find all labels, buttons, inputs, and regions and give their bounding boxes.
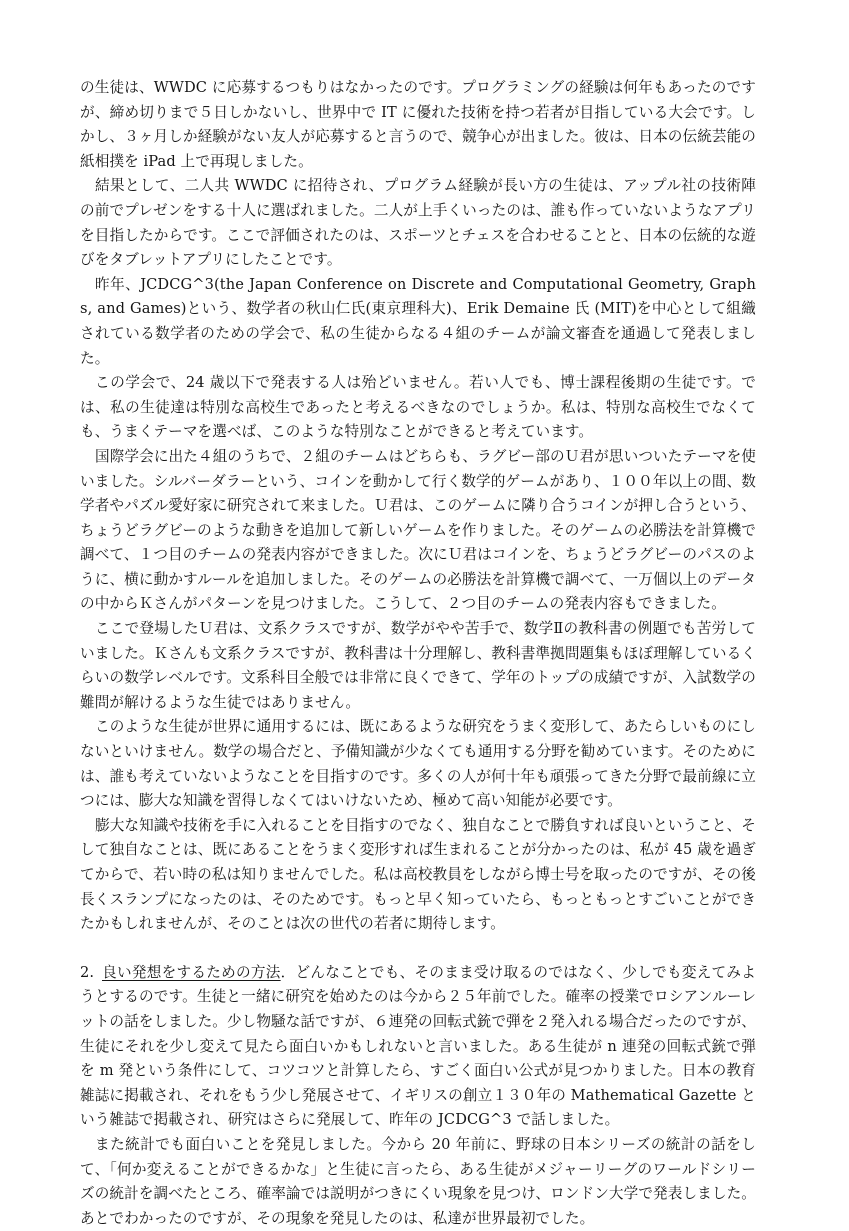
paragraph-student-ability: この学会で、24 歳以下で発表する人は殆どいません。若い人でも、博士課程後期の生徒です。では、私の生徒達は特別な高校生であったと考えるべきなのでしょうか。私は、特別な高校生でなくても、うまくテーマを選べば、このような特別なことができると考えています。 (80, 374, 756, 441)
paragraph-research-approach: このような生徒が世界に通用するには、既にあるような研究をうまく変形して、あたらしいものにしないといけません。数学の場合だと、予備知識が少なくても通用する分野を勧めています。そのためには、誰も考えていないようなことを目指すのです。多くの人が何十年も頑張ってきた分野で最前線に立つには、膨大な知識を習得しなくてはいけないため、極めて高い知能が必要です。 (80, 718, 756, 810)
section-title: 良い発想をするための方法 (102, 963, 281, 981)
section-text: ．どんなことでも、そのまま受け取るのではなく、少しでも変えてみようとするのです。生徒と一緒に研究を始めたのは今から２５年前でした。確率の授業でロシアンルーレットの話をしました。少し物騒な話ですが、６連発の回転式銃で弾を２発入れる場合だったのですが、生徒にそれを少し変えて見たら面白いかもしれないと言いました。ある生徒が n 連発の回転式銃で弾を m 発という条件にして、コツコツと計算したら、すごく面白い公式が見つかりました。日本の教育雑誌に掲載され、それをもう少し発展させて、イギリスの創立１３０年の Mathematical Gazette という雑誌で掲載され、研究はさらに発展して、昨年の JCDCG^3 で話しました。 (80, 963, 756, 1129)
paragraph-jcdcg-conference: 昨年、JCDCG^3(the Japan Conference on Discrete and Computational Geometry, Graphs, and Games)という、数学者の秋山仁氏(東京理科大)、Erik Demaine 氏 (MIT)を中心として組織されている数学者のための学会で、私の生徒からなる４組のチームが論文審査を通過して発表しました。 (80, 275, 756, 367)
article-body (80, 76, 756, 1231)
paragraph-originality: 膨大な知識や技術を手に入れることを目指すのでなく、独自なことで勝負すれば良いということ、そして独自なことは、既にあることをうまく変形すれば生まれることが分かったのは、私が 45 歳を過ぎてからで、若い時の私は知りませんでした。私は高校教員をしながら博士号を取ったのですが、その後長くスランプになったのは、そのためです。もっと早く知っていたら、もっともっとすごいことができたかもしれませんが、そのことは次の世代の若者に期待します。 (80, 816, 756, 933)
paragraph-silver-dollar-game: 国際学会に出た４組のうちで、２組のチームはどちらも、ラグビー部のＵ君が思いついたテーマを使いました。シルバーダラーという、コインを動かして行く数学的ゲームがあり、１００年以上の間、数学者やパズル愛好家に研究されて来ました。Ｕ君は、このゲームに隣り合うコインが押し合うという、ちょうどラグビーのような動きを追加して新しいゲームを作りました。そのゲームの必勝法を計算機で調べて、１つ目のチームの発表内容ができました。次にＵ君はコインを、ちょうどラグビーのパスのように、横に動かすルールを追加しました。そのゲームの必勝法を計算機で調べて、一万個以上のデータの中からＫさんがパターンを見つけました。こうして、２つ目のチームの発表内容もできました。 (80, 447, 756, 613)
paragraph-wwdc-result: 結果として、二人共 WWDC に招待され、プログラム経験が長い方の生徒は、アップル社の技術陣の前でプレゼンをする十人に選ばれました。二人が上手くいったのは、誰も作っていないようなアプリを目指したからです。ここで評価されたのは、スポーツとチェスを合わせることと、日本の伝統的な遊びをタブレットアプリにしたことです。 (80, 177, 756, 269)
section-number: 2. (80, 963, 95, 981)
paragraph-statistics-discovery: また統計でも面白いことを発見しました。今から 20 年前に、野球の日本シリーズの統計の話をして、「何か変えることができるかな」と生徒に言ったら、ある生徒がメジャーリーグのワールドシリーズの統計を調べたところ、確率論では説明がつきにくい現象を見つけ、ロンドン大学で発表しました。あとでわかったのですが、その現象を発見したのは、私達が世界最初でした。 (80, 1135, 756, 1227)
paragraph-wwdc-entry: の生徒は、WWDC に応募するつもりはなかったのです。プログラミングの経験は何年もあったのですが、締め切りまで５日しかないし、世界中で IT に優れた技術を持つ若者が目指している大会です。しかし、３ヶ月しか経験がない友人が応募すると言うので、競争心が出ました。彼は、日本の伝統芸能の紙相撲を iPad 上で再現しました。 (80, 79, 756, 170)
paragraph-student-levels: ここで登場したＵ君は、文系クラスですが、数学がやや苦手で、数学Ⅱの教科書の例題でも苦労していました。Ｋさんも文系クラスですが、教科書は十分理解し、教科書準拠問題集もほぼ理解しているくらいの数学レベルです。文系科目全般では非常に良くできて、学年のトップの成績ですが、入試数学の難問が解けるような生徒ではありません。 (80, 620, 756, 711)
section-good-ideas (80, 961, 756, 1133)
